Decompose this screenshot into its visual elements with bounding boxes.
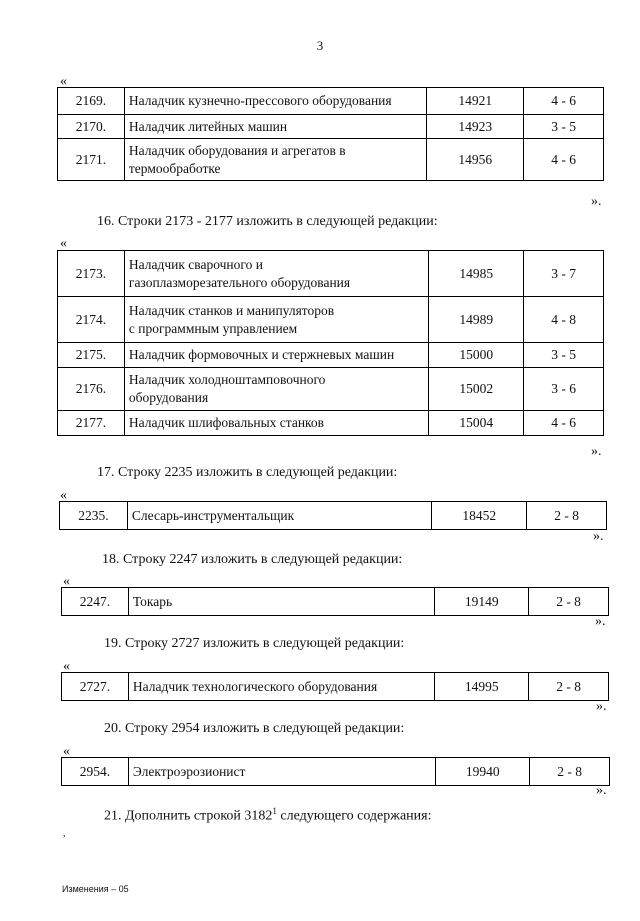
grade-range: 3 - 7 [524, 251, 604, 297]
grade-range: 3 - 6 [524, 368, 604, 411]
heading-text: 21. Дополнить строкой 3182 [104, 808, 273, 824]
table-row [58, 139, 604, 181]
profession-code: 19940 [436, 758, 530, 786]
superscript: 1 [272, 806, 277, 816]
professions-table [61, 757, 610, 786]
close-quote: ». [595, 614, 606, 629]
profession-name [124, 297, 428, 343]
profession-name [124, 411, 428, 436]
profession-name [124, 368, 428, 411]
profession-code: 15004 [429, 411, 524, 436]
profession-name [124, 343, 428, 368]
professions-table [61, 587, 609, 616]
row-number: 2175. [58, 343, 125, 368]
profession-name [128, 673, 434, 701]
profession-name-line: Наладчик сварочного и [128, 256, 263, 272]
open-quote: « [60, 236, 67, 251]
profession-name-line: Токарь [132, 593, 173, 609]
close-quote: ». [596, 699, 607, 714]
profession-code: 19149 [435, 588, 529, 616]
profession-name-line: Слесарь-инструментальщик [131, 507, 295, 523]
grade-range: 4 - 8 [524, 297, 604, 343]
row-number: 2174. [58, 297, 125, 343]
profession-code: 14956 [427, 139, 524, 181]
row-number: 2235. [60, 502, 128, 530]
close-quote: ». [596, 783, 607, 798]
table-row [60, 502, 607, 530]
profession-name-line: Наладчик шлифовальных станков [128, 415, 325, 430]
section-heading-17: 17. Строку 2235 изложить в следующей редакции: [97, 465, 398, 480]
profession-code: 18452 [432, 502, 527, 530]
grade-range: 4 - 6 [524, 139, 604, 181]
professions-table [57, 250, 604, 436]
grade-range: 4 - 6 [524, 88, 604, 115]
table-row [62, 673, 609, 701]
row-number: 2169. [58, 88, 125, 115]
profession-name-line: Наладчик кузнечно-прессового оборудования [128, 93, 392, 108]
row-number: 2176. [58, 368, 125, 411]
profession-name-line: с программным управлением [128, 320, 298, 336]
row-number: 2177. [58, 411, 125, 436]
section-heading-16: 16. Строки 2173 - 2177 изложить в следующей редакции: [97, 214, 438, 229]
professions-table [59, 501, 607, 530]
heading-tail: следующего содержания: [276, 808, 432, 824]
section-heading-20: 20. Строку 2954 изложить в следующей редакции: [104, 721, 405, 736]
grade-range: 2 - 8 [529, 673, 609, 701]
profession-name-line: Наладчик формовочных и стержневых машин [128, 347, 395, 362]
grade-range: 2 - 8 [527, 502, 607, 530]
profession-code: 14921 [427, 88, 524, 115]
profession-code: 15002 [429, 368, 524, 411]
open-quote: « [60, 488, 67, 503]
row-number: 2173. [58, 251, 125, 297]
row-number: 2171. [58, 139, 125, 181]
page-number: 3 [316, 38, 324, 53]
row-number: 2247. [62, 588, 129, 616]
profession-code: 14985 [429, 251, 524, 297]
profession-name [124, 88, 426, 115]
open-quote: « [60, 74, 67, 89]
grade-range: 4 - 6 [524, 411, 604, 436]
profession-name [128, 588, 434, 616]
open-quote: « [63, 744, 70, 759]
table-row [58, 297, 604, 343]
profession-code: 14995 [435, 673, 529, 701]
profession-name-line: Наладчик станков и манипуляторов [128, 302, 335, 318]
profession-name [128, 758, 435, 786]
open-quote: « [63, 574, 70, 589]
open-quote: « [63, 659, 70, 674]
table-row [58, 115, 604, 139]
table-row [58, 343, 604, 368]
table-row [58, 251, 604, 297]
grade-range: 3 - 5 [524, 343, 604, 368]
table-row [62, 588, 609, 616]
footer-note: Изменения – 05 [62, 884, 129, 894]
close-quote: ». [591, 444, 602, 459]
grade-range: 3 - 5 [524, 115, 604, 139]
profession-name-line: Наладчик литейных машин [128, 118, 288, 134]
section-heading-18: 18. Строку 2247 изложить в следующей редакции: [102, 552, 403, 567]
profession-name-line: оборудования [128, 390, 209, 405]
profession-name-line: Наладчик оборудования и агрегатов в [128, 142, 346, 158]
table-row [58, 411, 604, 436]
profession-name [124, 251, 428, 297]
table-row [58, 88, 604, 115]
profession-code: 14989 [429, 297, 524, 343]
close-quote: ». [591, 194, 602, 209]
profession-name-line: Наладчик холодноштамповочного [128, 372, 326, 387]
profession-name [124, 139, 426, 181]
table-row [58, 368, 604, 411]
table-row [62, 758, 610, 786]
profession-name [127, 502, 431, 530]
grade-range: 2 - 8 [530, 758, 610, 786]
profession-name-line: Электроэрозионист [132, 763, 246, 779]
section-heading-21 [104, 806, 431, 825]
profession-code: 15000 [429, 343, 524, 368]
grade-range: 2 - 8 [529, 588, 609, 616]
profession-name-line: газоплазморезательного оборудования [128, 274, 351, 290]
professions-table [57, 87, 604, 181]
profession-name [124, 115, 426, 139]
row-number: 2170. [58, 115, 125, 139]
section-heading-19: 19. Строку 2727 изложить в следующей редакции: [104, 636, 405, 651]
row-number: 2954. [62, 758, 129, 786]
close-quote: ». [593, 529, 604, 544]
profession-code: 14923 [427, 115, 524, 139]
stray-mark: , [63, 828, 66, 839]
profession-name-line: термообработке [128, 160, 221, 176]
row-number: 2727. [62, 673, 129, 701]
professions-table [61, 672, 609, 701]
profession-name-line: Наладчик технологического оборудования [132, 678, 378, 694]
